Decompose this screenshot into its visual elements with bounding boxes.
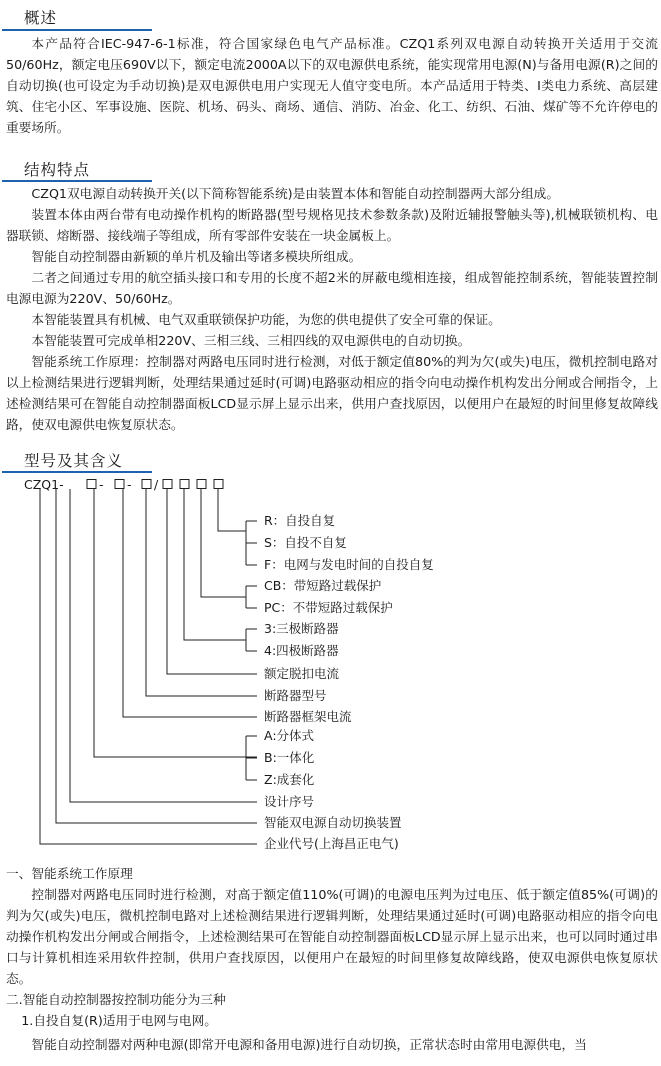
code-box [163,480,172,489]
leader-line [184,489,246,640]
structure-paragraph: 装置本体由两台带有电动操作机构的断路器(型号规格见技术参数条款)及附近辅报警触头等),机械联锁机构、电器联锁、熔断器、接线端子等组成，所有零部件安装在一块金属板上。 [6,207,658,243]
code-box [115,480,124,489]
classification-item-1: 1.自投自复(R)适用于电网与电网。 [21,1013,217,1028]
structure-paragraph: 本智能装置可完成单相220V、三相三线、三相四线的双电源供电的自动切换。 [31,333,471,348]
code-box [180,480,189,489]
section-title-structure: 结构特点 [24,161,91,179]
leader-line [218,489,246,531]
code-separator: - [127,477,132,492]
code-slash: / [154,477,159,492]
model-label: A:分体式 [264,728,315,743]
code-box [142,480,151,489]
model-label: 企业代号(上海昌正电气) [264,836,399,851]
model-code-diagram [0,474,661,854]
model-label: 断路器框架电流 [264,709,352,724]
model-label: F：电网与发电时间的自投自复 [264,557,434,572]
leader-line [201,489,246,597]
model-label: 断路器型号 [264,688,327,703]
leader-line [167,489,257,674]
leader-line [70,489,257,802]
leader-line [40,489,257,844]
code-box [197,480,206,489]
model-label: Z:成套化 [264,772,315,787]
model-label: 设计序号 [264,794,315,809]
structure-paragraph: 智能系统工作原理：控制器对两路电压同时进行检测，对低于额定值80%的判为欠(或失)电压，微机控制电路对以上检测结果进行逻辑判断，处理结果通过延时(可调)电路驱动相应的指令向电动操作机构发出分闸或合闸指令，上述检测结果可在智能自动控制器面板LCD显示屏上显示出来，供用户查找原因，以便用户在最短的时间里修复故障线路，使双电源供电恢复原状态。 [6,354,658,432]
code-box [214,480,223,489]
section-rule-overview [2,29,152,31]
model-label: S：自投不自复 [264,535,347,550]
section-title-model: 型号及其含义 [24,452,124,470]
model-label: 3:三极断路器 [264,621,339,636]
principle-heading: 一、智能系统工作原理 [6,866,133,881]
code-box [87,480,96,489]
model-label: R：自投自复 [264,513,336,528]
structure-paragraph: 智能自动控制器由新颖的单片机及输出等诸多模块所组成。 [31,249,362,264]
leader-line [123,489,257,717]
model-label: B:一体化 [264,750,315,765]
model-label: 额定脱扣电流 [264,666,340,681]
leader-line [56,489,257,823]
structure-paragraph: 本智能装置具有机械、电气双重联锁保护功能，为您的供电提供了安全可靠的保证。 [31,312,501,327]
classification-heading: 二.智能自动控制器按控制功能分为三种 [6,992,226,1007]
model-label: 智能双电源自动切换装置 [264,815,402,830]
classification-item-1-text: 智能自动控制器对两种电源(即常开电源和备用电源)进行自动切换，正常状态时由常用电源供电，当 [31,1037,587,1052]
structure-paragraph: CZQ1双电源自动转换开关(以下简称智能系统)是由装置本体和智能自动控制器两大部分组成。 [31,186,560,201]
structure-paragraph: 二者之间通过专用的航空插头接口和专用的长度不超2米的屏蔽电缆相连接，组成智能控制系统，智能装置控制电源电源为220V、50/60Hz。 [6,270,658,306]
principle-paragraph: 控制器对两路电压同时进行检测，对高于额定值110%(可调)的电源电压判为过电压、低于额定值85%(可调)的判为欠(或失)电压，微机控制电路对上述检测结果进行逻辑判断，处理结果通过延时(可调)电路驱动相应的指令向电动操作机构发出分闸或合闸指令，上述检测结果可在智能自动控制器面板LCD显示屏上显示出来，也可以同时通过串口与计算机相连采用软件控制，供用户查找原因，以便用户在最短的时间里修复故障线路，使双电源供电恢复原状态。 [6,887,658,986]
section-title-overview: 概述 [24,9,58,27]
code-separator: - [99,477,104,492]
model-label: CB：带短路过载保护 [264,578,382,593]
section-rule-model [2,471,152,473]
section-rule-structure [2,180,152,182]
model-label: 4:四极断路器 [264,643,339,658]
model-label: PC：不带短路过载保护 [264,600,393,615]
code-prefix: CZQ1- [24,477,64,492]
overview-paragraph: 本产品符合IEC-947-6-1标准，符合国家绿色电气产品标准。CZQ1系列双电源自动转换开关适用于交流50/60Hz，额定电压690V以下，额定电流2000A以下的双电源供电系统，能实现常用电源(N)与备用电源(R)之间的自动切换(也可设定为手动切换)是双电源供电用户实现无人值守变电所。本产品适用于特类、Ⅰ类电力系统、高层建筑、住宅小区、军事设施、医院、机场、码头、商场、通信、消防、冶金、化工、纺织、石油、煤矿等不允许停电的重要场所。 [6,36,658,135]
